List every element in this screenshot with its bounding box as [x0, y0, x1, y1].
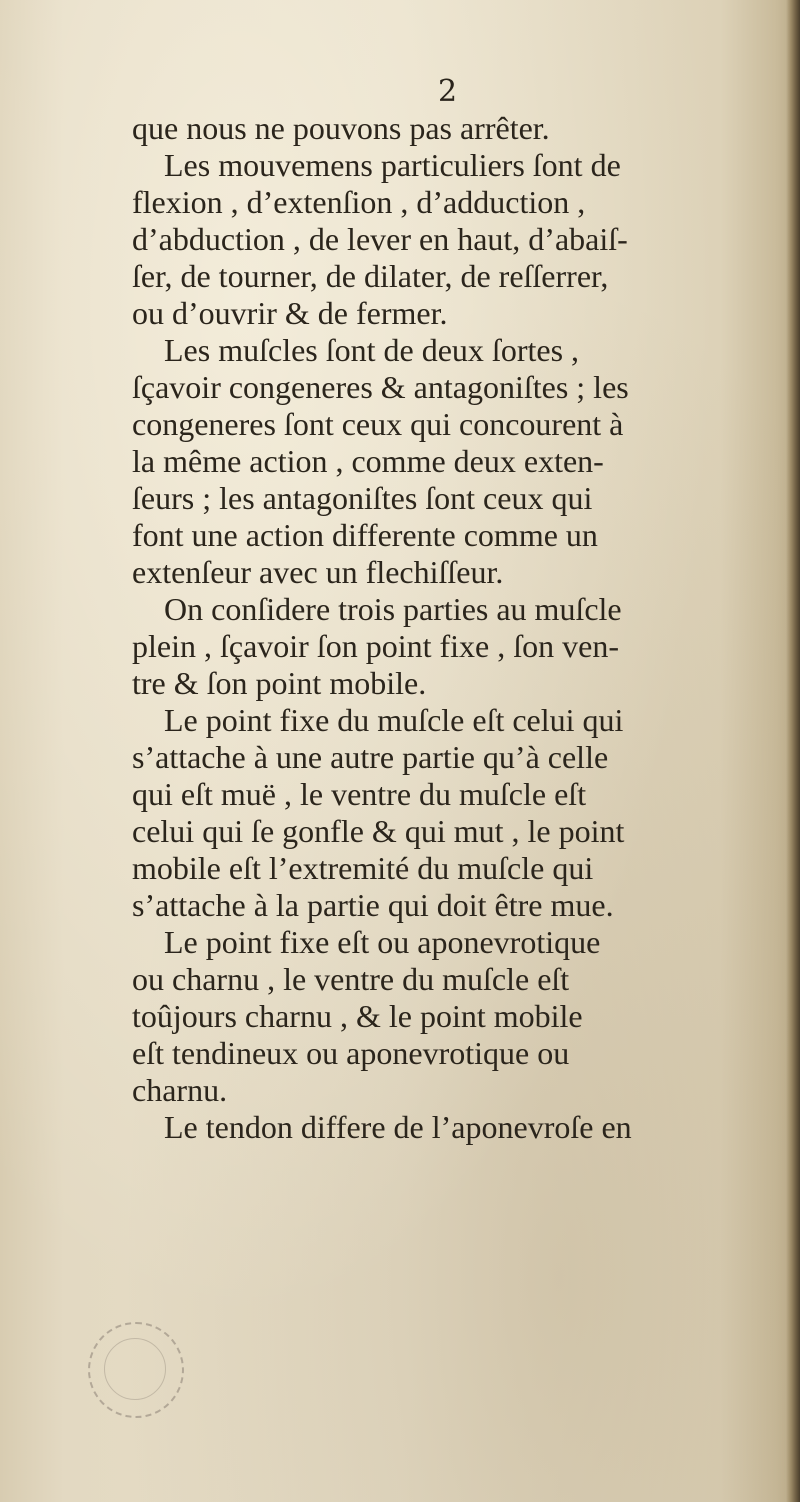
- text-line: Les muſcles ſont de deux ſortes ,: [164, 332, 580, 368]
- text-line: plein , ſçavoir ſon point fixe , ſon ven-: [132, 628, 619, 664]
- text-line: qui eſt muë , le ventre du muſcle eſt: [132, 776, 587, 812]
- library-stamp: [88, 1322, 184, 1418]
- page-number: 2: [438, 74, 458, 109]
- text-line: celui qui ſe gonfle & qui mut , le point: [132, 813, 625, 849]
- binding-edge: [786, 0, 800, 1502]
- text-line: charnu.: [132, 1072, 228, 1108]
- text-line: la même action , comme deux exten-: [132, 443, 604, 479]
- text-line: ou charnu , le ventre du muſcle eſt: [132, 961, 570, 997]
- text-line: d’abduction , de lever en haut, d’abaiſ-: [132, 221, 628, 257]
- text-line: extenſeur avec un flechiſſeur.: [132, 554, 504, 590]
- text-line: flexion , d’extenſion , d’adduction ,: [132, 184, 586, 220]
- text-line: tre & ſon point mobile.: [132, 665, 427, 701]
- text-line: que nous ne pouvons pas arrêter.: [132, 110, 550, 146]
- text-line: eſt tendineux ou aponevrotique ou: [132, 1035, 570, 1071]
- text-line: font une action differente comme un: [132, 517, 598, 553]
- text-line: ou d’ouvrir & de fermer.: [132, 295, 448, 331]
- text-line: toûjours charnu , & le point mobile: [132, 998, 583, 1034]
- body-text: [132, 110, 760, 1146]
- text-line: Le point fixe eſt ou aponevrotique: [164, 924, 601, 960]
- text-line: ſer, de tourner, de dilater, de reſſerrer,: [132, 258, 609, 294]
- text-line: ſçavoir congeneres & antagoniſtes ; les: [132, 369, 629, 405]
- text-line: mobile eſt l’extremité du muſcle qui: [132, 850, 594, 886]
- text-line: Le tendon differe de l’aponevroſe en: [164, 1109, 632, 1145]
- text-line: On conſidere trois parties au muſcle: [164, 591, 622, 627]
- text-line: Le point fixe du muſcle eſt celui qui: [164, 702, 624, 738]
- text-line: ſeurs ; les antagoniſtes ſont ceux qui: [132, 480, 593, 516]
- text-line: s’attache à une autre partie qu’à celle: [132, 739, 609, 775]
- text-line: Les mouvemens particuliers ſont de: [164, 147, 621, 183]
- text-line: congeneres ſont ceux qui concourent à: [132, 406, 624, 442]
- text-line: s’attache à la partie qui doit être mue.: [132, 887, 614, 923]
